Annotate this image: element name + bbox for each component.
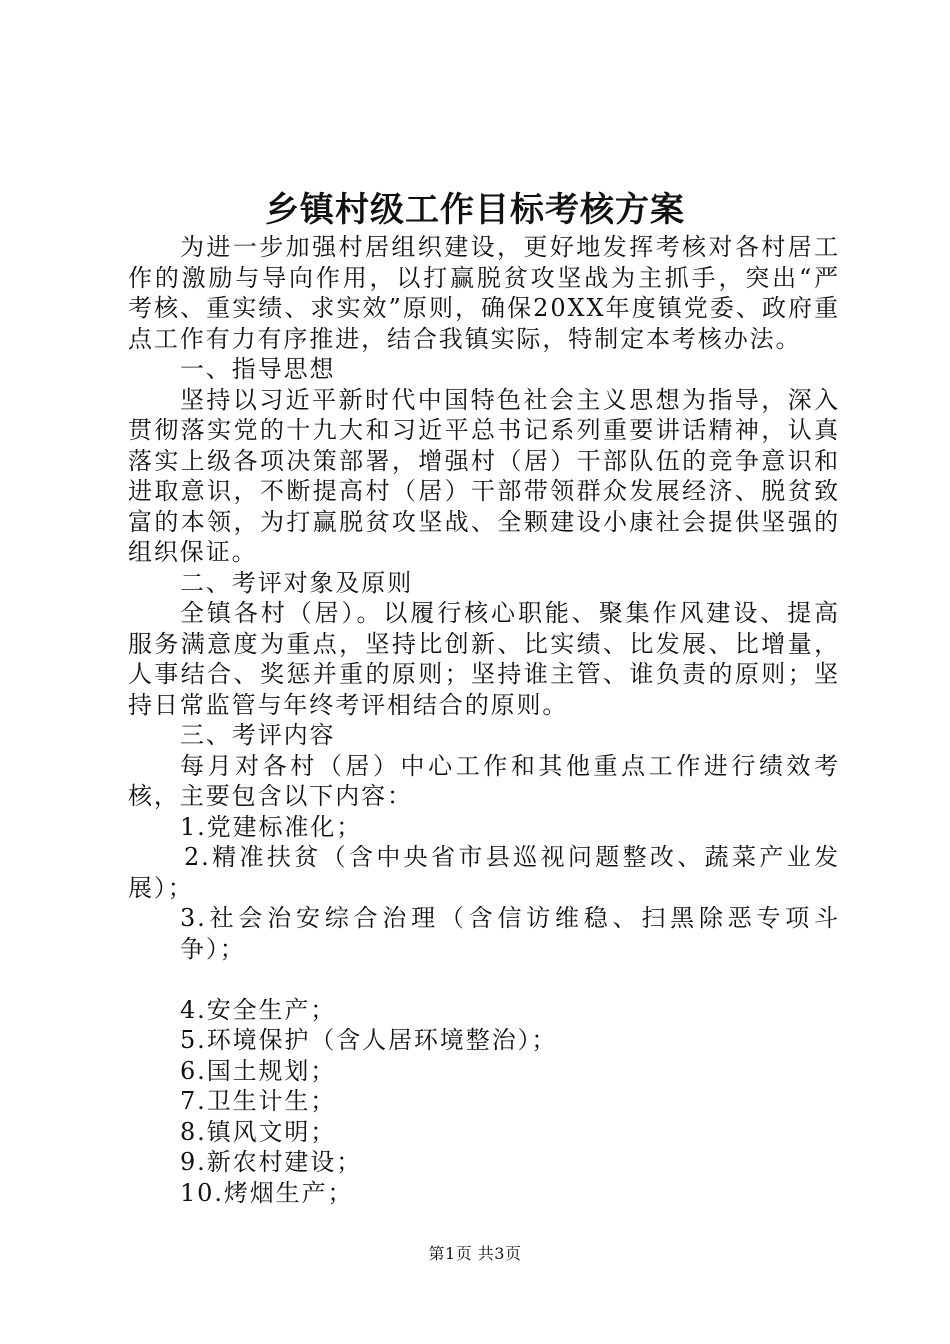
list-item: 7.卫生计生； <box>180 1087 337 1115</box>
blank-line <box>128 964 840 995</box>
document-title: 乡镇村级工作目标考核方案 <box>265 190 685 230</box>
section-paragraph-targets-principles: 全镇各村（居）。以履行核心职能、聚集作风建设、提高服务满意度为重点，坚持比创新、比实绩、比发展、比增量，人事结合、奖惩并重的原则；坚持谁主管、谁负责的原则；坚持日常监管与年终考评相结合的原则。 <box>128 599 840 719</box>
list-item: 10.烤烟生产； <box>180 1178 354 1207</box>
section-heading-targets-principles: 二、考评对象及原则 <box>180 568 414 597</box>
list-item: 4.安全生产； <box>180 995 337 1024</box>
intro-paragraph: 为进一步加强村居组织建设，更好地发挥考核对各村居工作的激励与导向作用，以打赢脱贫攻坚战为主抓手，突出“严考核、重实绩、求实效”原则，确保20XX年度镇党委、政府重点工作有力有序推进，结合我镇实际，特制定本考核办法。 <box>128 233 840 353</box>
document-body <box>128 232 840 1208</box>
section-heading-guiding-thought: 一、指导思想 <box>180 355 336 383</box>
section-paragraph-guiding-thought: 坚持以习近平新时代中国特色社会主义思想为指导，深入贯彻落实党的十九大和习近平总书记系列重要讲话精神，认真落实上级各项决策部署，增强村（居）干部队伍的竞争意识和进取意识，不断提高村（居）干部带领群众发展经济、脱贫致富的本领，为打赢脱贫攻坚战、全颗建设小康社会提供坚强的组织保证。 <box>128 385 840 566</box>
list-item: 2.精准扶贫（含中央省市县巡视问题整改、蔬菜产业发展）； <box>128 843 840 902</box>
list-item: 9.新农村建设； <box>180 1148 363 1176</box>
section-heading-evaluation-content: 三、考评内容 <box>180 721 336 749</box>
list-item: 1.党建标准化； <box>180 812 363 841</box>
list-item: 8.镇风文明； <box>180 1117 337 1146</box>
page-number-footer: 第1页 共3页 <box>428 1244 522 1263</box>
list-item: 3.社会治安综合治理（含信访维稳、扫黑除恶专项斗争）； <box>180 904 840 963</box>
section-paragraph-evaluation-content: 每月对各村（居）中心工作和其他重点工作进行绩效考核，主要包含以下内容： <box>128 751 840 810</box>
list-item: 5.环境保护（含人居环境整治）； <box>180 1026 558 1054</box>
list-item: 6.国土规划； <box>180 1056 337 1085</box>
